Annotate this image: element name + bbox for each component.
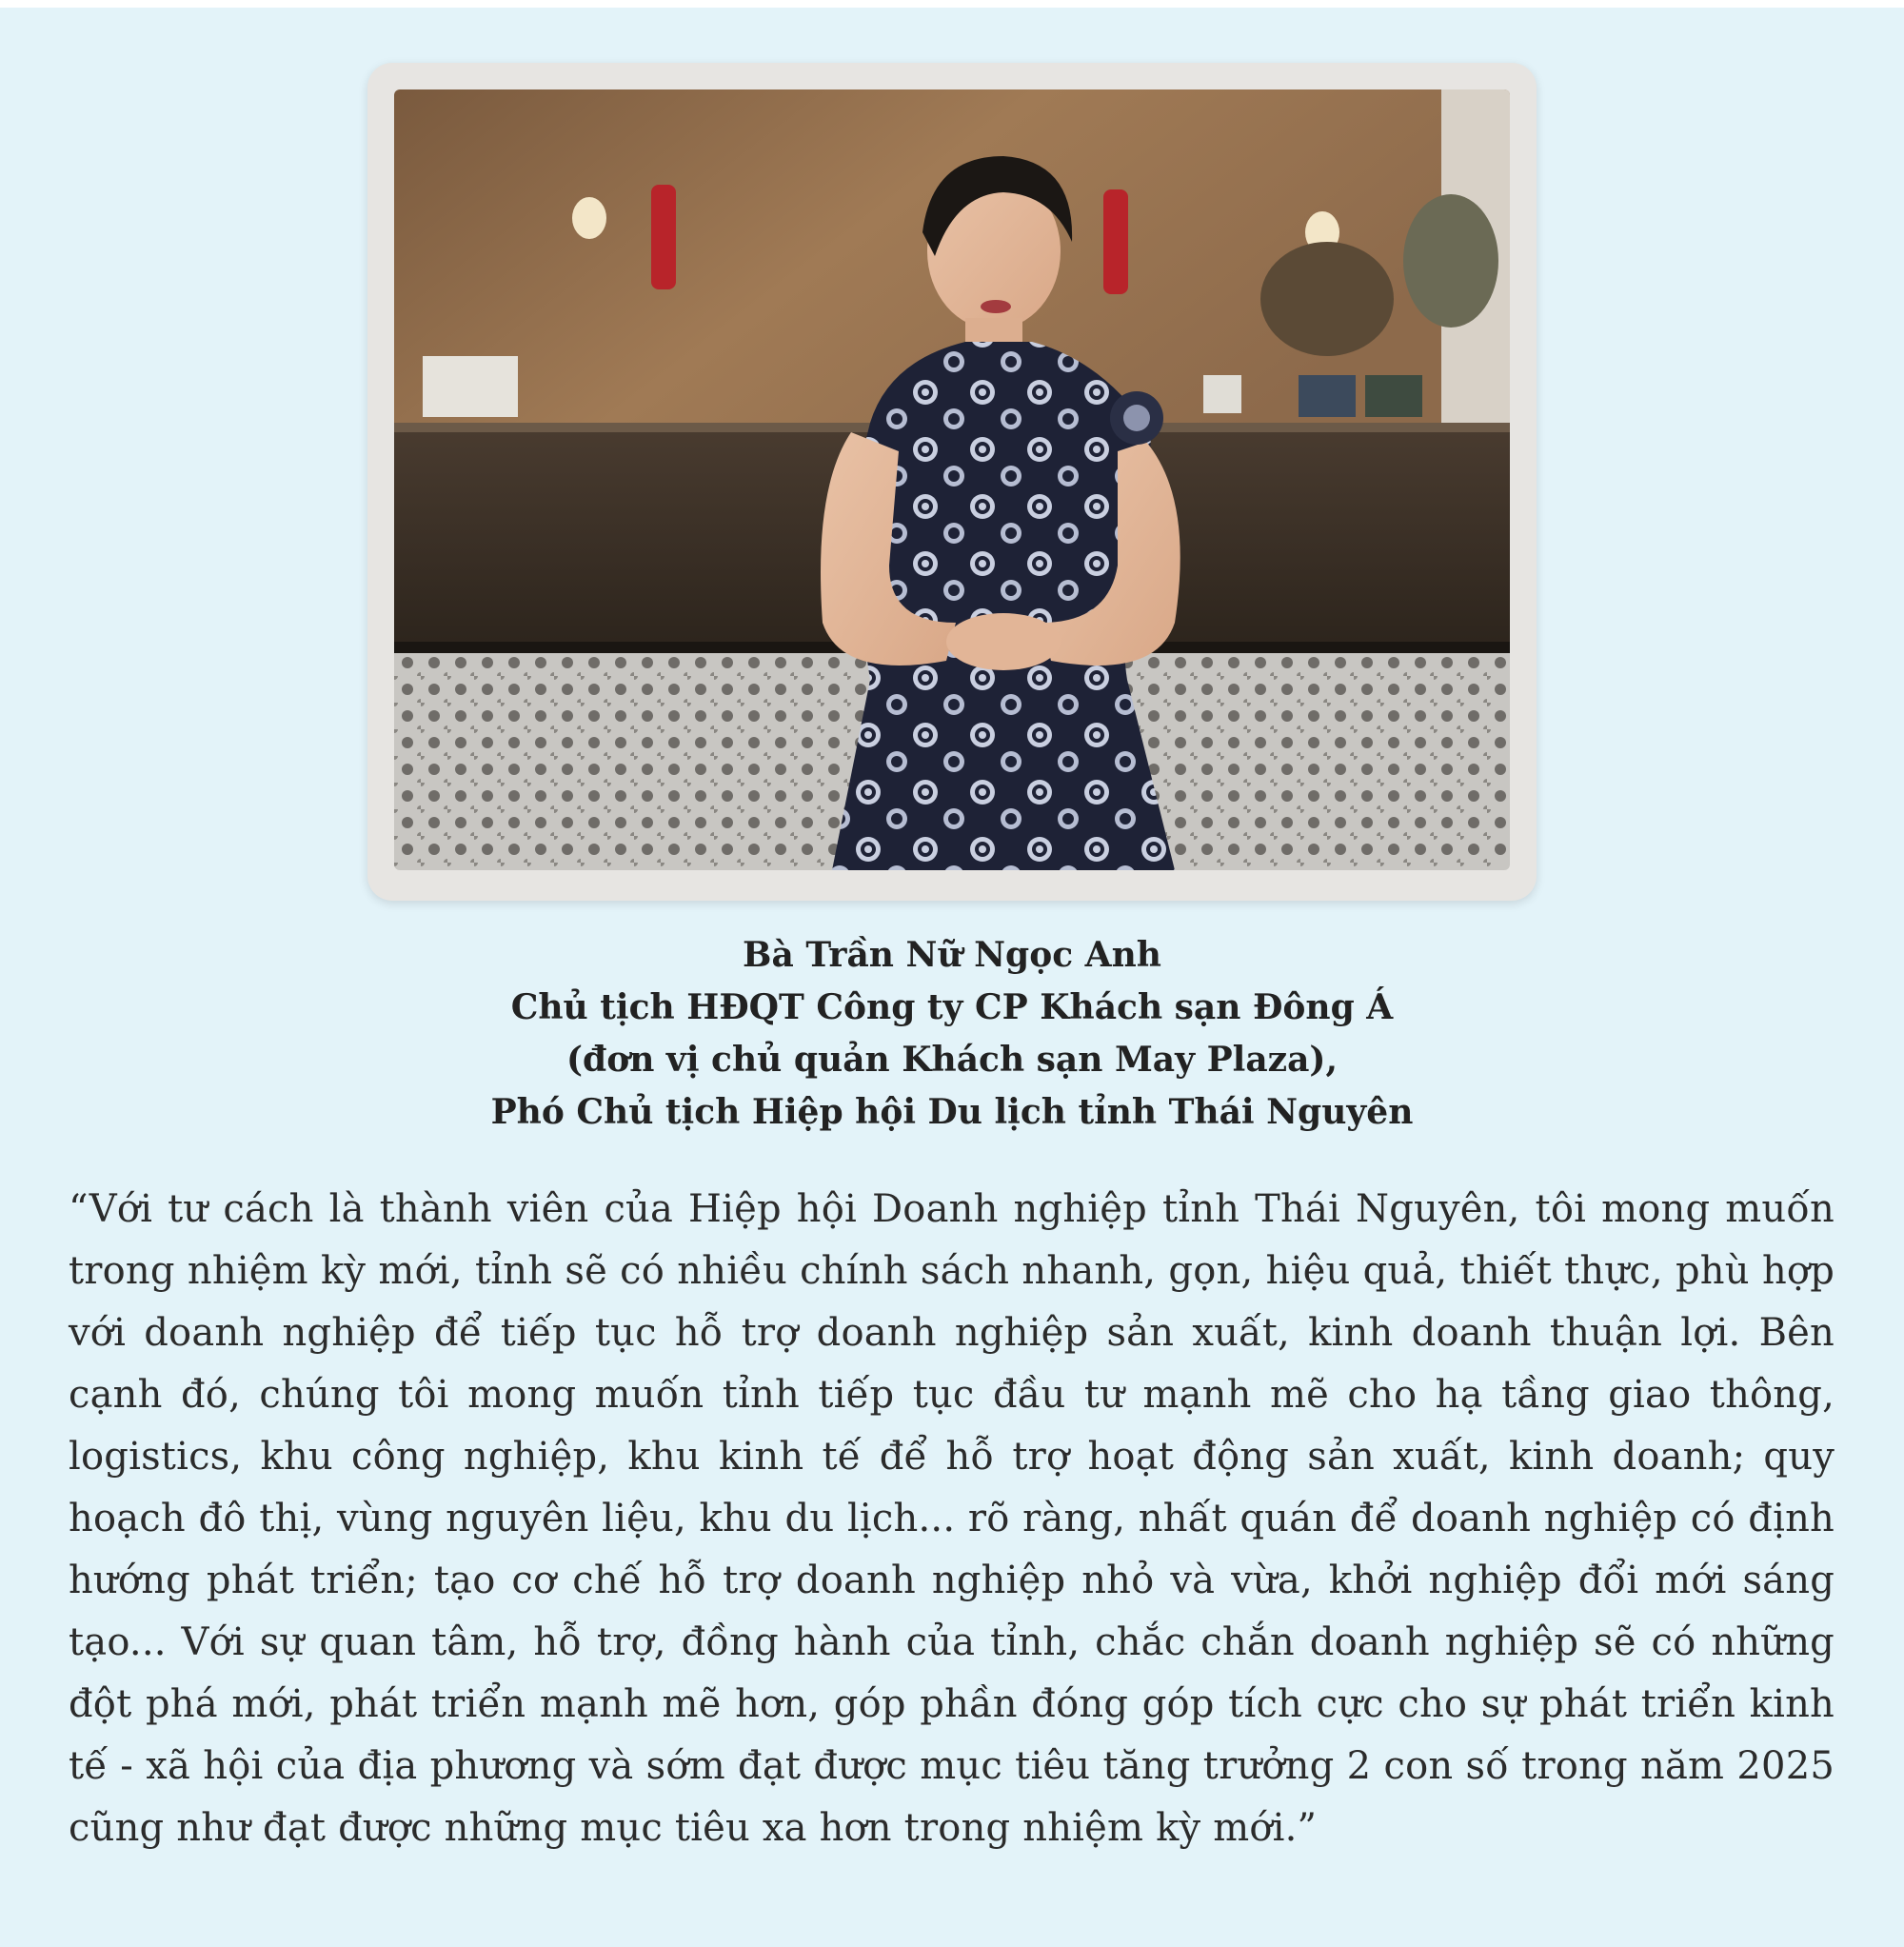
photo-caption [286, 929, 1618, 1139]
quote-paragraph: “Với tư cách là thành viên của Hiệp hội Doanh nghiệp tỉnh Thái Nguyên, tôi mong muốn trong nhiệm kỳ mới, tỉnh sẽ có nhiều chính sách nhanh, gọn, hiệu quả, thiết thực, phù hợp với doanh nghiệp để tiếp tục hỗ trợ doanh nghiệp sản xuất, kinh doanh thuận lợi. Bên cạnh đó, chúng tôi mong muốn tỉnh tiếp tục đầu tư mạnh mẽ cho hạ tầng giao thông, logistics, khu công nghiệp, khu kinh tế để hỗ trợ hoạt động sản xuất, kinh doanh; quy hoạch đô thị, vùng nguyên liệu, khu du lịch... rõ ràng, nhất quán để doanh nghiệp có định hướng phát triển; tạo cơ chế hỗ trợ doanh nghiệp nhỏ và vừa, khởi nghiệp đổi mới sáng tạo... Với sự quan tâm, hỗ trợ, đồng hành của tỉnh, chắc chắn doanh nghiệp sẽ có những đột phá mới, phát triển mạnh mẽ hơn, góp phần đóng góp tích cực cho sự phát triển kinh tế - xã hội của địa phương và sớm đạt được mục tiêu tăng trưởng 2 con số trong năm 2025 cũng như đạt được những mục tiêu xa hơn trong nhiệm kỳ mới.” [69, 1187, 1835, 1850]
article-panel [0, 8, 1904, 1947]
caption-title-1: Chủ tịch HĐQT Công ty CP Khách sạn Đông Á [510, 987, 1394, 1027]
portrait-photo [394, 89, 1510, 870]
photo-frame [367, 63, 1537, 901]
caption-title-3: Phó Chủ tịch Hiệp hội Du lịch tỉnh Thái Nguyên [490, 1092, 1414, 1132]
caption-name: Bà Trần Nữ Ngọc Anh [743, 935, 1161, 975]
caption-title-2: (đơn vị chủ quản Khách sạn May Plaza), [566, 1040, 1338, 1080]
